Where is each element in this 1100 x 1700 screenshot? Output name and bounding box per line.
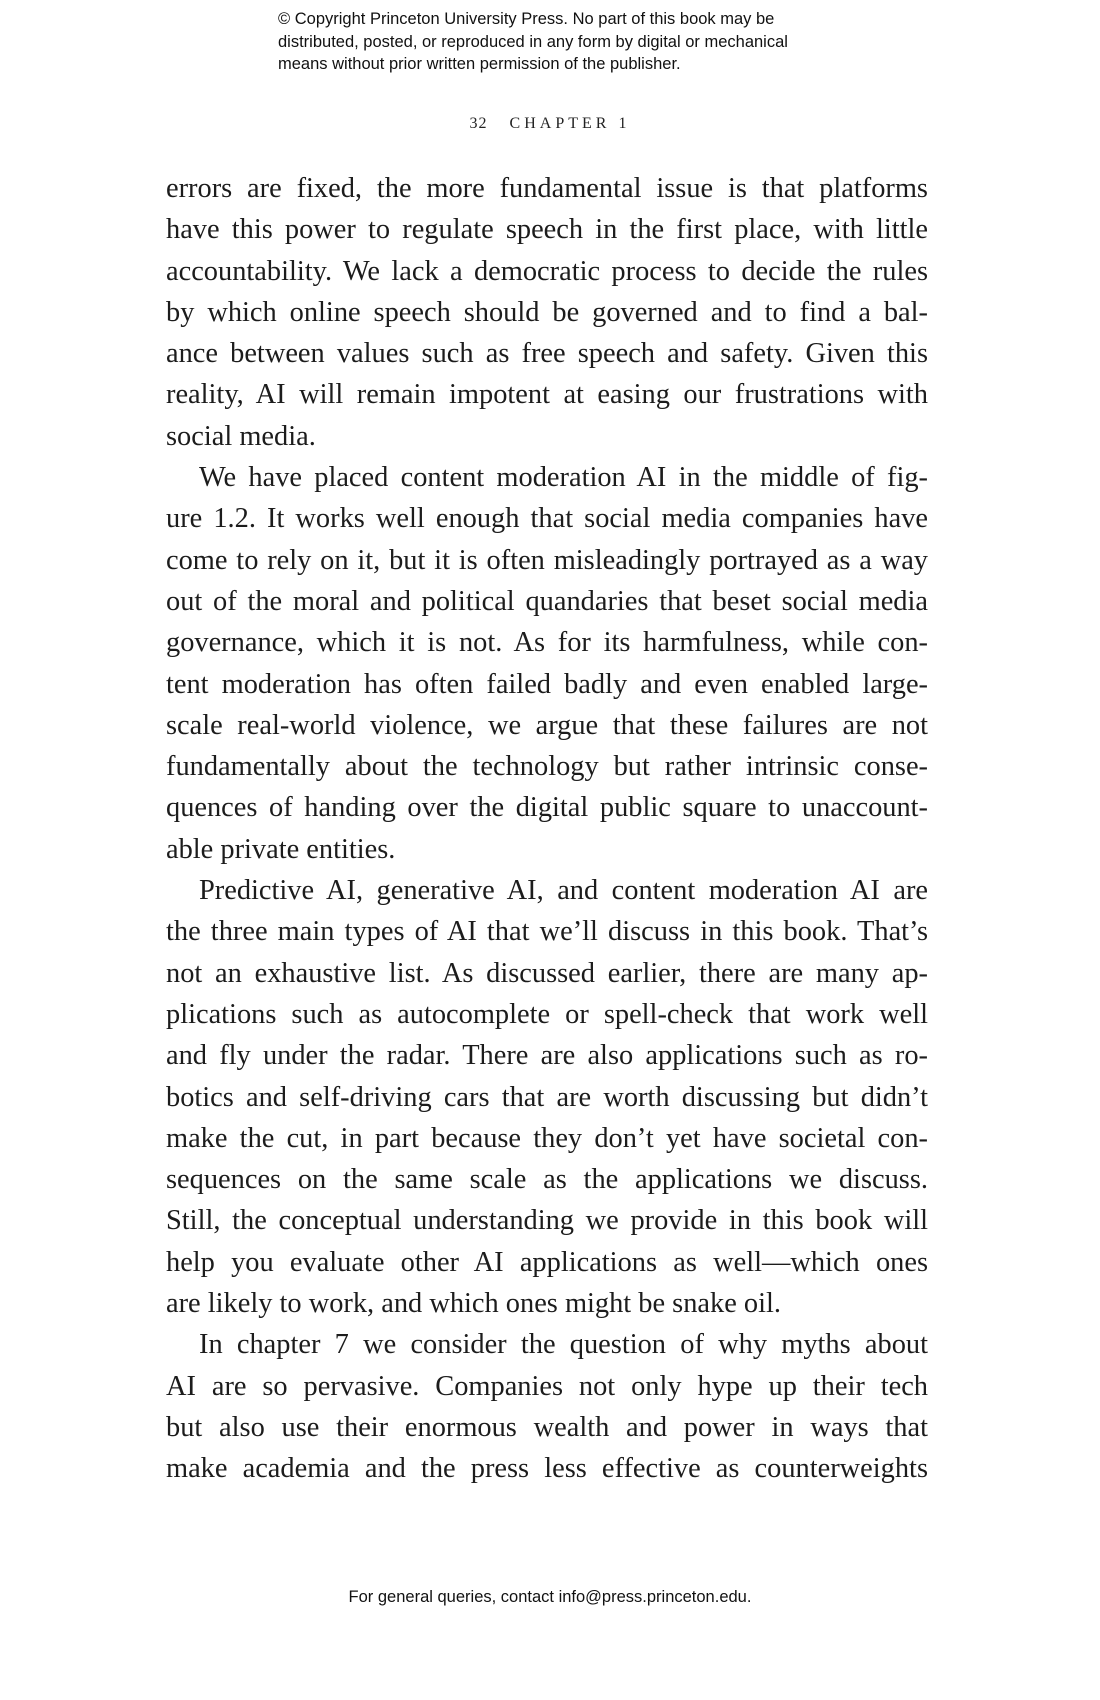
body-text (166, 168, 928, 1490)
text-line: have this power to regulate speech in the first place, with little (166, 214, 928, 246)
copyright-line: means without prior written permission of the publisher. (278, 55, 681, 73)
text-line: AI are so pervasive. Companies not only hype up their tech (166, 1370, 928, 1402)
text-line: fundamentally about the technology but rather intrinsic conse- (166, 751, 928, 783)
text-line: plications such as autocomplete or spell-check that work well (166, 998, 928, 1030)
text-line: and fly under the radar. There are also applications such as ro- (166, 1040, 928, 1072)
copyright-line: distributed, posted, or reproduced in any form by digital or mechanical (278, 32, 788, 51)
text-line: botics and self-driving cars that are worth discussing but didn’t (166, 1081, 928, 1113)
text-line: social media. (166, 420, 316, 452)
copyright-line: © Copyright Princeton University Press. No part of this book may be (278, 10, 775, 28)
text-line: Still, the conceptual understanding we provide in this book will (166, 1205, 928, 1237)
text-line: accountability. We lack a democratic process to decide the rules (166, 255, 928, 287)
text-line: are likely to work, and which ones might be snake oil. (166, 1288, 781, 1320)
chapter-label: CHAPTER 1 (509, 115, 631, 132)
text-line: reality, AI will remain impotent at easing our frustrations with (166, 379, 928, 411)
text-line: out of the moral and political quandaries that beset social media (166, 585, 928, 617)
text-line: the three main types of AI that we’ll discuss in this book. That’s (166, 916, 928, 948)
text-line: scale real-world violence, we argue that these failures are not (166, 709, 928, 741)
text-line: In chapter 7 we consider the question of why myths about (199, 1329, 928, 1361)
text-line: help you evaluate other AI applications as well—which ones (166, 1246, 928, 1278)
text-line: sequences on the same scale as the applications we discuss. (166, 1164, 928, 1196)
text-line: make the cut, in part because they don’t yet have societal con- (166, 1122, 928, 1154)
text-line: tent moderation has often failed badly and even enabled large- (166, 668, 928, 700)
copyright-notice (278, 8, 918, 76)
text-line: make academia and the press less effective as counterweights (166, 1453, 928, 1485)
text-line: ance between values such as free speech and safety. Given this (166, 338, 928, 370)
text-line: able private entities. (166, 833, 396, 865)
text-line: but also use their enormous wealth and power in ways that (166, 1411, 928, 1443)
text-line: governance, which it is not. As for its harmfulness, while con- (166, 627, 928, 659)
text-line: come to rely on it, but it is often misleadingly portrayed as a way (166, 544, 928, 576)
text-line: not an exhaustive list. As discussed earlier, there are many ap- (166, 957, 928, 989)
footer-contact: For general queries, contact info@press.princeton.edu. (348, 1588, 752, 1606)
text-line: errors are fixed, the more fundamental issue is that platforms (166, 173, 928, 204)
text-line: quences of handing over the digital public square to unaccount- (166, 792, 928, 824)
text-line: Predictive AI, generative AI, and content moderation AI are (199, 875, 928, 907)
page-number: 32 (469, 115, 488, 132)
running-head (0, 115, 1100, 133)
text-line: by which online speech should be governed and to find a bal- (166, 296, 928, 328)
text-line: ure 1.2. It works well enough that social media companies have (166, 503, 928, 535)
text-line: We have placed content moderation AI in the middle of fig- (199, 462, 928, 494)
